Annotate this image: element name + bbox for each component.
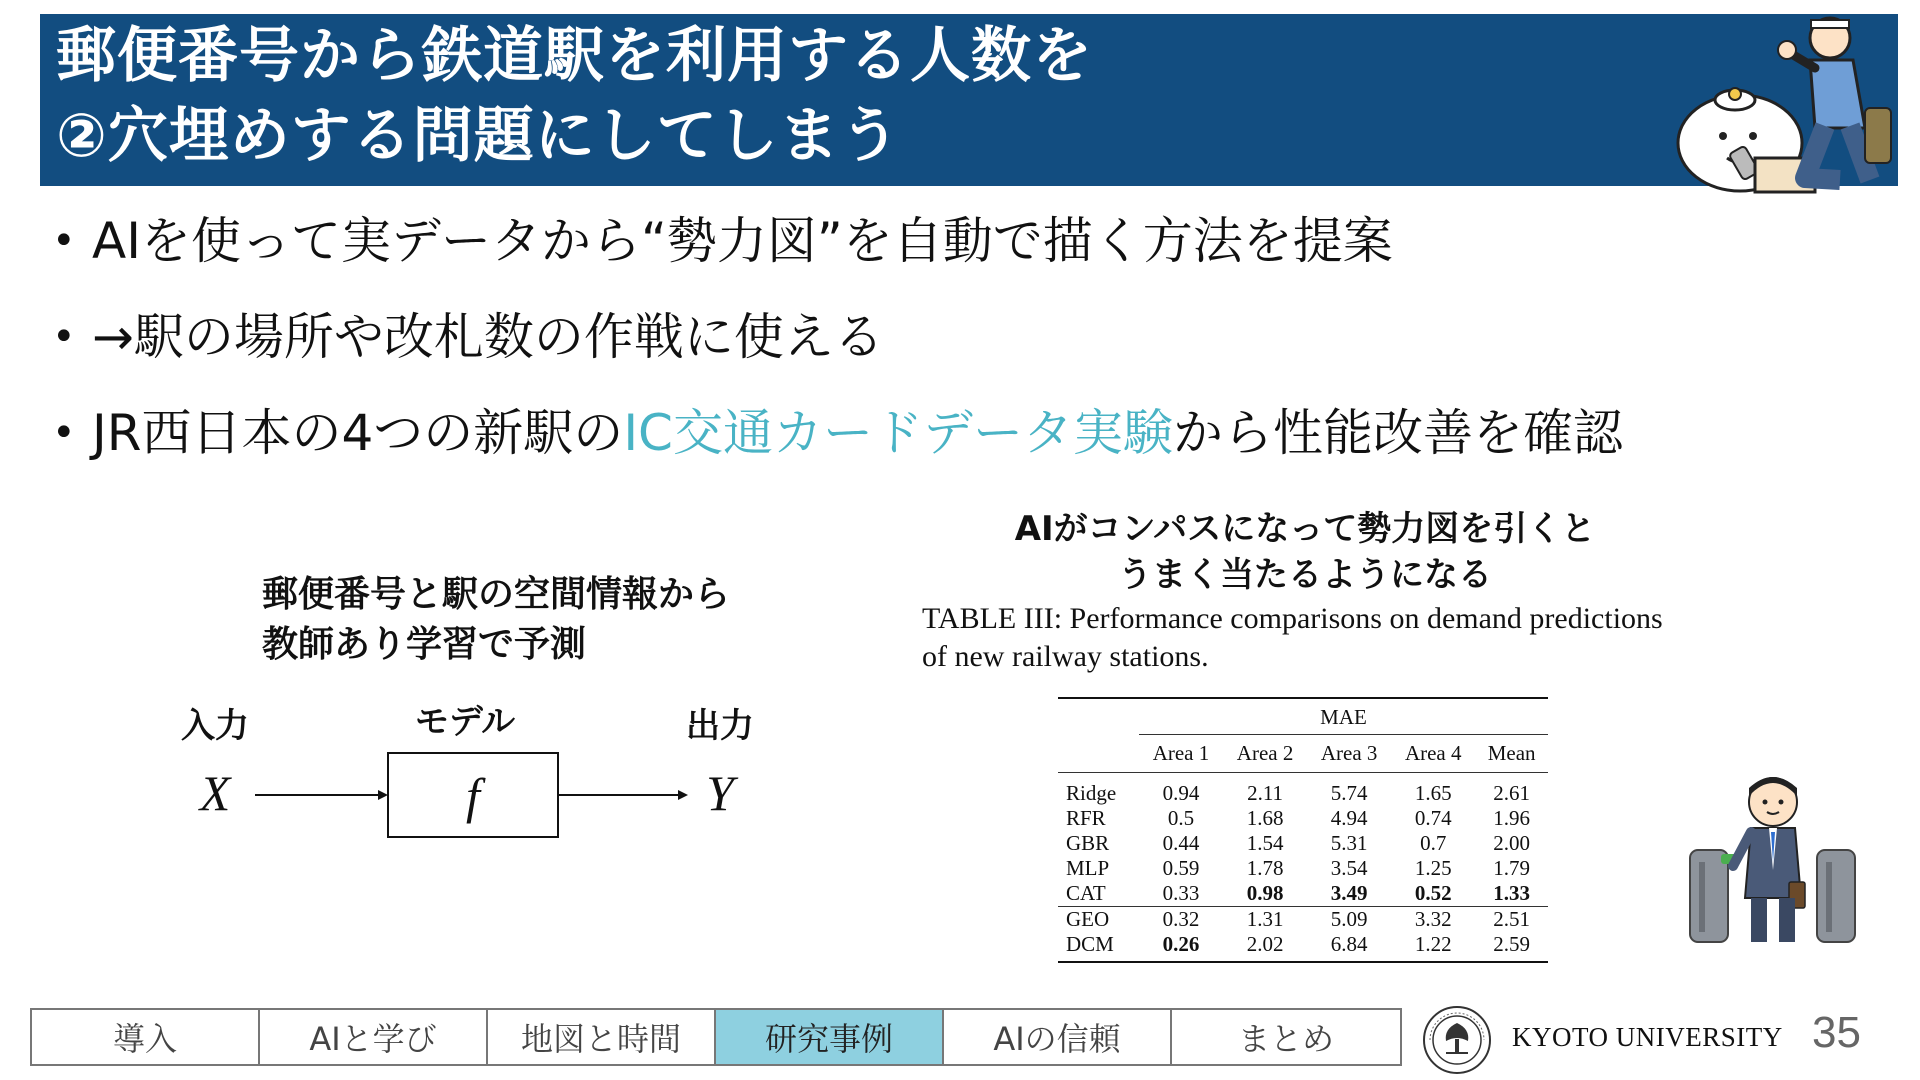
table-cell-best: 0.98 xyxy=(1246,881,1284,905)
nav-item-summary[interactable]: まとめ xyxy=(1172,1010,1400,1064)
bullet-text: →駅の場所や改札数の作戦に使える xyxy=(92,308,884,366)
table-row xyxy=(1058,806,1548,831)
bullet-item xyxy=(52,397,1852,493)
bullet-list xyxy=(52,205,1852,493)
table-cell: 6.84 xyxy=(1307,932,1391,962)
bullet-dot: • xyxy=(52,314,76,360)
table-cell: 2.11 xyxy=(1247,781,1284,805)
slide-title-line-1: 郵便番号から鉄道駅を利用する人数を xyxy=(56,21,1093,91)
worker-illustration-icon xyxy=(1665,8,1900,198)
table-cell: 0.5 xyxy=(1167,806,1195,830)
nav-item-ai-trust[interactable]: AIの信頼 xyxy=(944,1010,1172,1064)
table-cell: 3.54 xyxy=(1330,856,1368,880)
bullet-item xyxy=(52,301,1852,397)
bullet-text-post: から性能改善を確認 xyxy=(1172,404,1623,462)
left-heading-line-2: 教師あり学習で予測 xyxy=(262,624,587,665)
nav-item-ai-learning[interactable]: AIと学び xyxy=(260,1010,488,1064)
row-name: RFR xyxy=(1066,806,1106,830)
row-name: CAT xyxy=(1066,881,1106,905)
table-row xyxy=(1058,932,1548,962)
university-seal-icon xyxy=(1422,1005,1492,1075)
table-corner-cell xyxy=(1058,698,1139,735)
model-diagram xyxy=(170,695,770,865)
table-caption xyxy=(922,600,1712,676)
table-cell: 2.00 xyxy=(1493,831,1530,855)
row-name: MLP xyxy=(1066,856,1110,880)
table-cell: 4.94 xyxy=(1330,806,1368,830)
table-row xyxy=(1058,856,1548,881)
table-col-header: Area 3 xyxy=(1307,735,1391,773)
bullet-item xyxy=(52,205,1852,301)
table-cell: 5.09 xyxy=(1307,907,1391,933)
table-header-row xyxy=(1058,735,1548,773)
output-arrow-head xyxy=(678,790,688,800)
left-panel-heading xyxy=(262,570,730,670)
table-cell: 2.02 xyxy=(1223,932,1307,962)
table-cell: 1.25 xyxy=(1414,856,1452,880)
output-symbol: Y xyxy=(706,765,734,821)
model-symbol: f xyxy=(466,768,480,824)
model-label: モデル xyxy=(414,702,516,742)
table-col-header: Mean xyxy=(1475,735,1548,773)
table-cell: 3.32 xyxy=(1391,907,1475,933)
row-name: DCM xyxy=(1058,932,1139,962)
table-cell: 0.44 xyxy=(1162,831,1200,855)
nav-item-intro[interactable]: 導入 xyxy=(32,1010,260,1064)
bullet-text-highlight: IC交通カードデータ実験 xyxy=(623,404,1173,462)
table-cell: 0.33 xyxy=(1162,881,1200,905)
bullet-dot: • xyxy=(52,410,76,456)
row-name: Ridge xyxy=(1066,781,1117,805)
row-name: GBR xyxy=(1066,831,1110,855)
right-heading-line-1: AIがコンパスになって勢力図を引くと xyxy=(1014,509,1596,549)
table-cell: 1.54 xyxy=(1246,831,1284,855)
bullet-text: AIを使って実データから“勢力図”を自動で描く方法を提案 xyxy=(92,212,1393,270)
table-cell: 5.31 xyxy=(1330,831,1368,855)
table-cell-best: 1.33 xyxy=(1493,881,1530,905)
table-cell: 1.78 xyxy=(1246,856,1284,880)
nav-item-case-studies[interactable]: 研究事例 xyxy=(716,1010,944,1064)
table-row xyxy=(1058,831,1548,856)
input-arrow-head xyxy=(378,790,388,800)
table-row xyxy=(1058,907,1548,933)
table-cell: 2.61 xyxy=(1493,781,1530,805)
table-cell: 0.74 xyxy=(1414,806,1452,830)
table-cell: 0.7 xyxy=(1420,831,1447,855)
university-name: KYOTO UNIVERSITY xyxy=(1512,1022,1783,1052)
table-cell: 1.31 xyxy=(1223,907,1307,933)
table-cell: 2.59 xyxy=(1475,932,1548,962)
table-cell: 0.94 xyxy=(1162,781,1200,805)
table-caption-line-1: TABLE III: Performance comparisons on demand predictions xyxy=(922,602,1663,635)
input-symbol: X xyxy=(199,765,231,821)
table-cell-best: 3.49 xyxy=(1330,881,1368,905)
table-cell-best: 0.26 xyxy=(1139,932,1223,962)
table-header-blank xyxy=(1058,735,1139,773)
table-group-header-row xyxy=(1058,698,1548,735)
ticket-gate-illustration-icon xyxy=(1685,770,1860,950)
page-number: 35 xyxy=(1812,1008,1861,1057)
slide-title-line-2: ②穴埋めする問題にしてしまう xyxy=(56,101,901,171)
performance-table xyxy=(1058,697,1548,963)
input-label: 入力 xyxy=(181,706,249,746)
table-cell: 1.79 xyxy=(1493,856,1530,880)
table-group-header: MAE xyxy=(1139,698,1548,735)
output-label: 出力 xyxy=(686,706,754,746)
table-cell: 0.59 xyxy=(1162,856,1200,880)
table-cell: 1.65 xyxy=(1414,781,1452,805)
table-col-header: Area 2 xyxy=(1223,735,1307,773)
table-col-header: Area 4 xyxy=(1391,735,1475,773)
table-cell-best: 0.52 xyxy=(1414,881,1452,905)
table-cell: 1.22 xyxy=(1391,932,1475,962)
table-cell: 5.74 xyxy=(1330,781,1368,805)
nav-item-map-time[interactable]: 地図と時間 xyxy=(488,1010,716,1064)
bullet-text-pre: JR西日本の4つの新駅の xyxy=(92,404,624,462)
left-heading-line-1: 郵便番号と駅の空間情報から xyxy=(262,574,731,615)
table-cell: 1.68 xyxy=(1246,806,1284,830)
table-cell: 2.51 xyxy=(1475,907,1548,933)
right-panel-heading xyxy=(925,506,1685,598)
right-heading-line-2: うまく当たるようになる xyxy=(1118,555,1492,595)
table-caption-line-2: of new railway stations. xyxy=(922,640,1209,673)
table-row xyxy=(1058,773,1548,807)
section-nav xyxy=(30,1008,1402,1066)
row-name: GEO xyxy=(1058,907,1139,933)
table-cell: 1.96 xyxy=(1493,806,1530,830)
table-col-header: Area 1 xyxy=(1139,735,1223,773)
bullet-dot: • xyxy=(52,218,76,264)
table-cell: 0.32 xyxy=(1139,907,1223,933)
table-row xyxy=(1058,881,1548,907)
